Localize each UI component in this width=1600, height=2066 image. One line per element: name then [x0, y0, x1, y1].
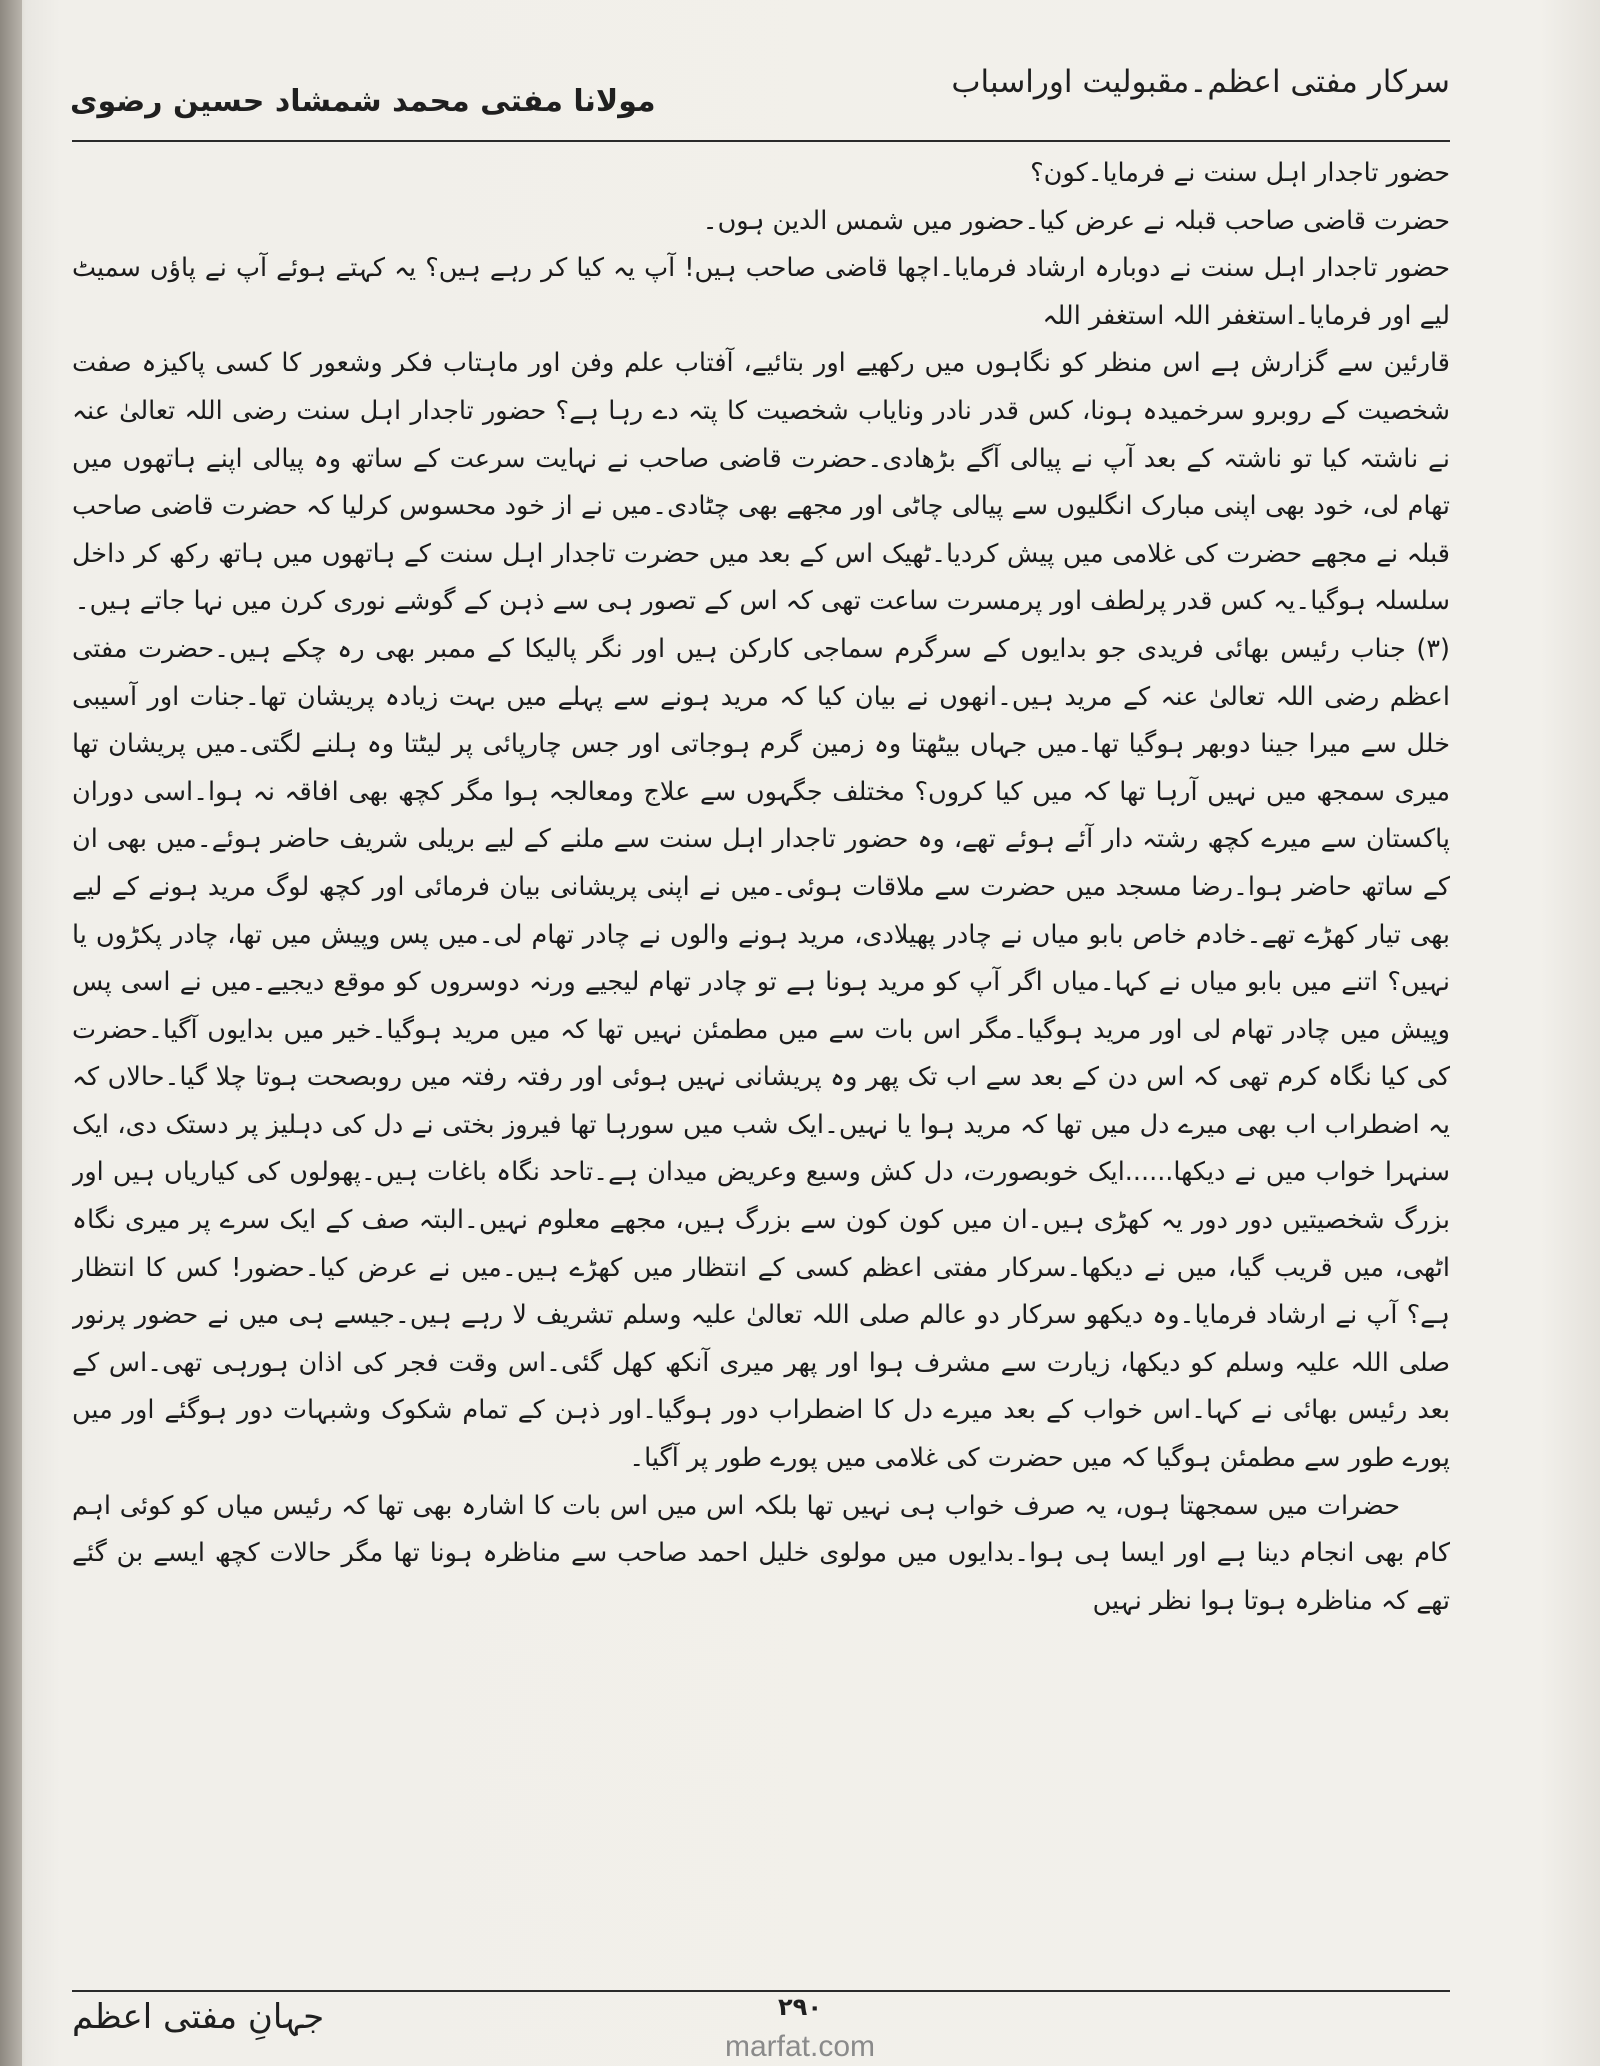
paragraph: حضور تاجدار اہل سنت نے فرمایا۔کون؟	[1030, 158, 1450, 188]
main-text	[72, 150, 1450, 1975]
header-rule	[72, 140, 1450, 142]
footer-rule	[72, 1990, 1450, 1992]
author-name: مولانا مفتی محمد شمشاد حسین رضوی	[70, 84, 656, 119]
book-title: جہانِ مفتی اعظم	[72, 1997, 325, 2037]
page-number: ۲۹۰	[778, 1993, 822, 2021]
paragraph: (۳) جناب رئیس بھائی فریدی جو بدایوں کے سرگرم سماجی کارکن ہیں اور نگر پالیکا کے ممبر بھی رہ چکے ہیں۔حضرت مفتی اعظم رضی اللہ تعالیٰ عنہ کے مرید ہیں۔انھوں نے بیان کیا کہ مرید ہونے سے پہلے میں بہت زیادہ پریشان تھا۔جنات اور آسیبی خلل سے میرا جینا دوبھر ہوگیا تھا۔میں جہاں بیٹھتا وہ زمین گرم ہوجاتی اور جس چارپائی پر لیٹتا وہ ہلنے لگتی۔میں پریشان تھا میری سمجھ میں نہیں آرہا تھا کہ میں کیا کروں؟ مختلف جگہوں سے علاج ومعالجہ ہوا مگر کچھ بھی افاقہ نہ ہوا۔اسی دوران پاکستان سے میرے کچھ رشتہ دار آئے ہوئے تھے، وہ حضور تاجدار اہل سنت سے ملنے کے لیے بریلی شریف حاضر ہوئے۔میں بھی ان کے ساتھ حاضر ہوا۔رضا مسجد میں حضرت سے ملاقات ہوئی۔میں نے اپنی پریشانی بیان فرمائی اور کچھ لوگ مرید ہونے کے لیے بھی تیار کھڑے تھے۔خادم خاص بابو میاں نے چادر پھیلادی، مرید ہونے والوں نے چادر تھام لی۔میں پس وپیش میں تھا، چادر پکڑوں یا نہیں؟ اتنے میں بابو میاں نے کہا۔میاں اگر آپ کو مرید ہونا ہے تو چادر تھام لیجیے ورنہ دوسروں کو موقع دیجیے۔میں نے اسی پس وپیش میں چادر تھام لی اور مرید ہوگیا۔مگر اس بات سے میں مطمئن نہیں تھا کہ میں مرید ہوگیا۔خیر میں بدایوں آگیا۔حضرت کی کیا نگاہ کرم تھی کہ اس دن کے بعد سے اب تک پھر وہ پریشانی نہیں ہوئی اور رفتہ رفتہ میں روبصحت ہوتا چلا گیا۔حالاں کہ یہ اضطراب اب بھی میرے دل میں تھا کہ مرید ہوا یا نہیں۔ایک شب میں سورہا تھا فیروز بختی نے دل کی دہلیز پر دستک دی، ایک سنہرا خواب میں نے دیکھا......ایک خوبصورت، دل کش وسیع وعریض میدان ہے۔تاحد نگاہ باغات ہیں۔پھولوں کی کیاریاں ہیں اور بزرگ شخصیتیں دور دور یہ کھڑی ہیں۔ان میں کون کون سے بزرگ ہیں، مجھے معلوم نہیں۔البتہ صف کے ایک سرے پر میری نگاہ اٹھی، میں قریب گیا، میں نے دیکھا۔سرکار مفتی اعظم کسی کے انتظار میں کھڑے ہیں۔میں نے عرض کیا۔حضور! کس کا انتظار ہے؟ آپ نے ارشاد فرمایا۔وہ دیکھو سرکار دو عالم صلی اللہ تعالیٰ علیہ وسلم تشریف لا رہے ہیں۔جیسے ہی میں نے حضور پرنور صلی اللہ علیہ وسلم کو دیکھا، زیارت سے مشرف ہوا اور پھر میری آنکھ کھل گئی۔اس وقت فجر کی اذان ہورہی تھی۔اس کے بعد رئیس بھائی نے کہا۔اس خواب کے بعد میرے دل کا اضطراب دور ہوگیا۔اور ذہن کے تمام شکوک وشبہات دور ہوگئے اور میں پورے طور سے مطمئن ہوگیا کہ میں حضرت کی غلامی میں پورے طور پر آگیا۔	[72, 633, 1450, 1474]
chapter-title: سرکار مفتی اعظم۔مقبولیت اوراسباب	[951, 64, 1450, 100]
running-header	[70, 58, 1450, 128]
paragraph: قارئین سے گزارش ہے اس منظر کو نگاہوں میں رکھیے اور بتائیے، آفتاب علم وفن اور ماہتاب فکر وشعور کا کسی پاکیزہ صفت شخصیت کے روبرو سرخمیدہ ہونا، کس قدر نادر ونایاب شخصیت کا پتہ دے رہا ہے؟ حضور تاجدار اہل سنت رضی اللہ تعالیٰ عنہ نے ناشتہ کیا تو ناشتہ کے بعد آپ نے پیالی آگے بڑھادی۔حضرت قاضی صاحب نے نہایت سرعت کے ساتھ وہ پیالی اپنے ہاتھوں میں تھام لی، خود بھی اپنی مبارک انگلیوں سے پیالی چاٹی اور مجھے بھی چٹادی۔میں نے از خود محسوس کرلیا کہ حضرت قاضی صاحب قبلہ نے مجھے حضرت کی غلامی میں پیش کردیا۔ٹھیک اس کے بعد میں حضرت تاجدار اہل سنت کے ہاتھوں میں ہاتھ رکھ کر داخل سلسلہ ہوگیا۔یہ کس قدر پرلطف اور پرمسرت ساعت تھی کہ اس کے تصور ہی سے ذہن کے گوشے نوری کرن میں نہا جاتے ہیں۔	[72, 348, 1450, 617]
book-binding-shadow	[0, 0, 22, 2066]
paragraph: حضور تاجدار اہل سنت نے دوبارہ ارشاد فرمایا۔اچھا قاضی صاحب ہیں! آپ یہ کیا کر رہے ہیں؟ یہ کہتے ہوئے آپ نے پاؤں سمیٹ لیے اور فرمایا۔استغفر اللہ استغفر اللہ	[72, 253, 1450, 331]
paragraph: حضرات میں سمجھتا ہوں، یہ صرف خواب ہی نہیں تھا بلکہ اس میں اس بات کا اشارہ بھی تھا کہ رئیس میاں کو کوئی اہم کام بھی انجام دینا ہے اور ایسا ہی ہوا۔بدایوں میں مولوی خلیل احمد صاحب سے مناظرہ ہونا تھا مگر حالات کچھ ایسے بن گئے تھے کہ مناظرہ ہوتا ہوا نظر نہیں	[72, 1490, 1450, 1616]
paragraph: حضرت قاضی صاحب قبلہ نے عرض کیا۔حضور میں شمس الدین ہوں۔	[702, 205, 1450, 236]
watermark: marfat.com	[724, 2030, 876, 2063]
